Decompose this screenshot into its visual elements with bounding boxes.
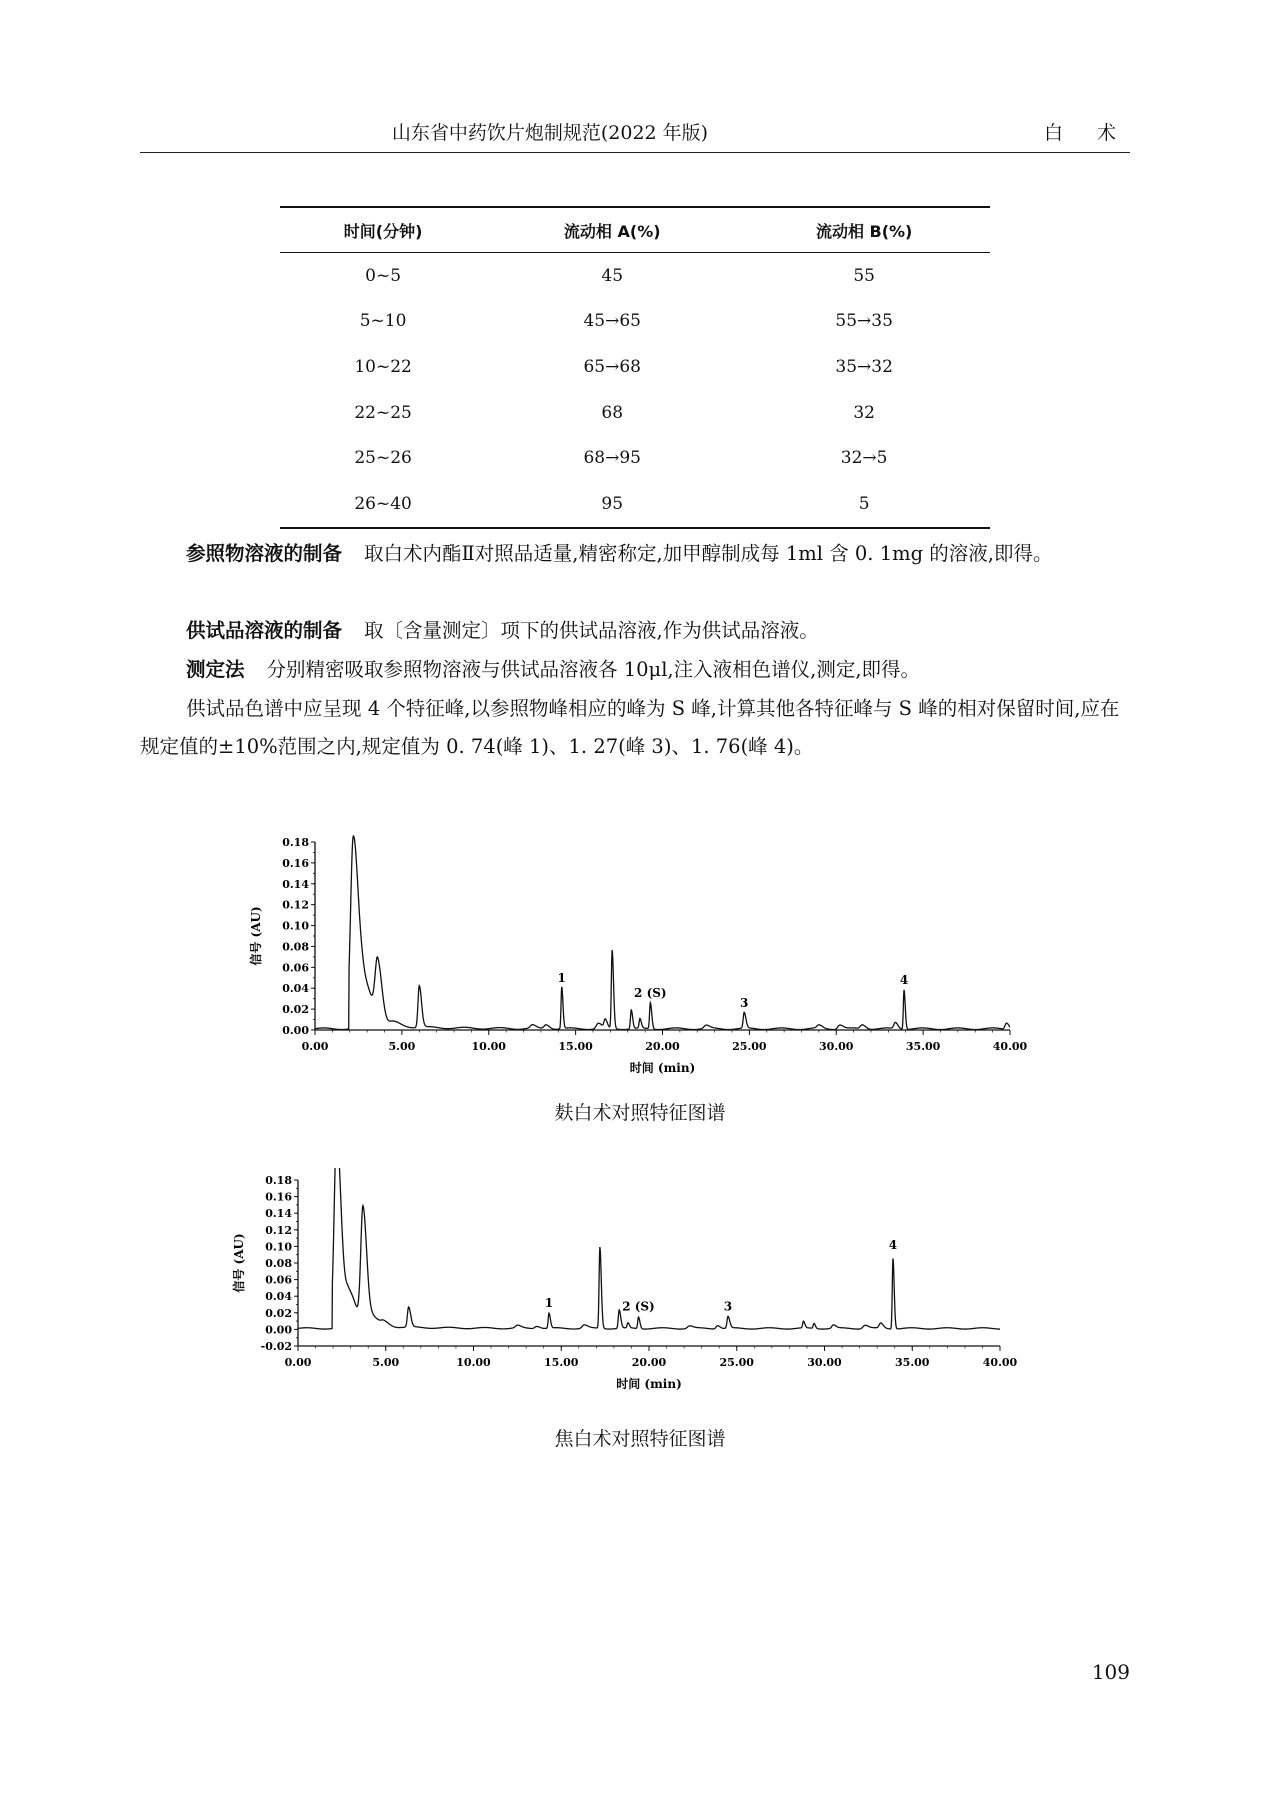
peak-label: 2 (S)	[622, 1299, 655, 1314]
table-row	[280, 344, 990, 390]
cell-phase-a: 45→65	[583, 311, 641, 332]
table-row	[280, 435, 990, 481]
x-tick-label: 40.00	[992, 1040, 1028, 1053]
chromatogram-svg-2	[230, 1168, 1030, 1418]
reference-solution-paragraph	[140, 535, 1130, 573]
table-row	[280, 390, 990, 436]
chromatogram-svg-1	[230, 832, 1030, 1092]
cell-phase-b: 32→5	[840, 448, 888, 469]
y-tick-label: 0.08	[265, 1257, 292, 1270]
running-header	[140, 112, 1130, 142]
y-tick-label: 0.10	[282, 919, 309, 933]
y-axis-label: 信号 (AU)	[249, 906, 263, 966]
x-tick-label: 35.00	[905, 1040, 941, 1053]
cell-time: 26~40	[280, 481, 486, 528]
x-tick-label: 15.00	[558, 1040, 593, 1053]
y-tick-label: 0.14	[282, 877, 309, 891]
y-tick-label: 0.10	[265, 1240, 292, 1254]
x-tick-label: 25.00	[732, 1040, 767, 1053]
cell-phase-a: 95	[486, 481, 738, 528]
y-tick-label: 0.06	[282, 961, 309, 975]
sample-solution-heading: 供试品溶液的制备	[186, 619, 343, 642]
x-tick-label: 35.00	[895, 1356, 930, 1369]
x-tick-label: 30.00	[807, 1356, 842, 1369]
cell-time: 5~10	[359, 311, 407, 332]
cell-time: 10~22	[354, 356, 412, 377]
peak-label: 4	[888, 1238, 898, 1253]
gradient-table	[280, 206, 990, 529]
y-tick-label: 0.18	[265, 1174, 292, 1187]
method-text: 分别精密吸取参照物溶液与供试品溶液各 10μl,注入液相色谱仪,测定,即得。	[266, 658, 921, 681]
y-tick-label: 0.04	[282, 982, 309, 996]
cell-phase-a: 45	[601, 265, 624, 286]
table-row	[280, 481, 990, 528]
y-axis-label: 信号 (AU)	[232, 1233, 246, 1293]
peak-label: 1	[544, 1296, 554, 1311]
chromatogram-chart-1	[230, 832, 1030, 1092]
table-row	[280, 253, 990, 299]
cell-phase-a: 68	[601, 402, 624, 423]
peak-label: 2 (S)	[634, 985, 667, 1000]
y-tick-label: 0.00	[282, 1024, 309, 1037]
cell-phase-b: 32	[853, 402, 875, 423]
sample-solution-text: 取〔含量测定〕项下的供试品溶液,作为供试品溶液。	[364, 619, 819, 642]
sample-solution-paragraph	[140, 612, 1130, 650]
y-tick-label: 0.14	[265, 1207, 292, 1221]
x-tick-label: 30.00	[819, 1040, 854, 1053]
y-tick-label: 0.12	[265, 1223, 292, 1237]
peak-label: 1	[557, 971, 566, 986]
reference-solution-heading: 参照物溶液的制备	[186, 542, 343, 565]
x-tick-label: 15.00	[544, 1356, 579, 1369]
cell-time: 25~26	[354, 448, 412, 469]
cell-phase-b: 55	[853, 265, 875, 286]
x-tick-label: 0.00	[284, 1356, 312, 1369]
x-axis-label: 时间 (min)	[616, 1377, 682, 1391]
header-rule	[140, 152, 1130, 153]
column-header-phase-b: 流动相 B(%)	[738, 207, 990, 253]
x-tick-label: 20.00	[645, 1040, 680, 1053]
y-tick-label: 0.00	[265, 1323, 292, 1337]
method-paragraph	[140, 651, 1130, 689]
x-tick-label: 25.00	[719, 1356, 754, 1369]
column-header-time: 时间(分钟)	[280, 207, 486, 253]
page-number: 109	[1091, 1660, 1130, 1684]
chromatogram-chart-2	[230, 1168, 1030, 1418]
y-tick-label: -0.02	[260, 1340, 292, 1353]
y-tick-label: 0.12	[282, 898, 309, 912]
y-tick-label: 0.16	[265, 1190, 292, 1204]
y-tick-label: 0.02	[265, 1306, 292, 1320]
x-tick-label: 10.00	[471, 1040, 506, 1053]
cell-phase-b: 35→32	[835, 356, 893, 377]
peak-label: 3	[723, 1299, 733, 1314]
x-tick-label: 0.00	[301, 1040, 329, 1053]
y-tick-label: 0.16	[282, 856, 309, 870]
header-section: 白 术	[1043, 122, 1130, 144]
chart-caption-2: 焦白术对照特征图谱	[554, 1428, 726, 1450]
cell-phase-b: 5	[738, 481, 990, 528]
cell-phase-a: 65→68	[583, 356, 641, 377]
y-tick-label: 0.06	[265, 1273, 292, 1287]
reference-solution-text: 取白术内酯Ⅱ对照品适量,精密称定,加甲醇制成每 1ml 含 0. 1mg 的溶液,即得。	[364, 542, 1053, 565]
peak-label: 3	[739, 996, 749, 1011]
cell-time: 22~25	[354, 402, 412, 423]
chart-caption-1: 麸白术对照特征图谱	[554, 1102, 726, 1124]
header-title: 山东省中药饮片炮制规范(2022 年版)	[391, 122, 709, 144]
table-row	[280, 299, 990, 345]
y-tick-label: 0.02	[282, 1003, 309, 1017]
x-tick-label: 5.00	[372, 1356, 400, 1369]
y-tick-label: 0.08	[282, 940, 309, 954]
x-tick-label: 20.00	[631, 1356, 667, 1369]
cell-phase-b: 55→35	[835, 311, 893, 332]
x-tick-label: 10.00	[456, 1356, 491, 1369]
column-header-phase-a: 流动相 A(%)	[486, 207, 738, 253]
cell-time: 0~5	[365, 265, 402, 286]
y-tick-label: 0.18	[282, 836, 309, 849]
x-tick-label: 40.00	[982, 1356, 1018, 1369]
result-paragraph: 供试品色谱中应呈现 4 个特征峰,以参照物峰相应的峰为 S 峰,计算其他各特征峰与 S 峰的相对保留时间,应在规定值的±10%范围之内,规定值为 0. 74(峰 1)、1. 27(峰 3)、1. 76(峰 4)。	[140, 697, 1120, 758]
cell-phase-a: 68→95	[583, 448, 641, 469]
chromatogram-trace	[315, 836, 1011, 1030]
x-axis-label: 时间 (min)	[629, 1061, 696, 1075]
peak-label: 4	[899, 973, 909, 988]
y-tick-label: 0.04	[265, 1290, 292, 1304]
table-header-row	[280, 207, 990, 253]
method-heading: 测定法	[186, 658, 245, 681]
x-tick-label: 5.00	[388, 1040, 416, 1053]
